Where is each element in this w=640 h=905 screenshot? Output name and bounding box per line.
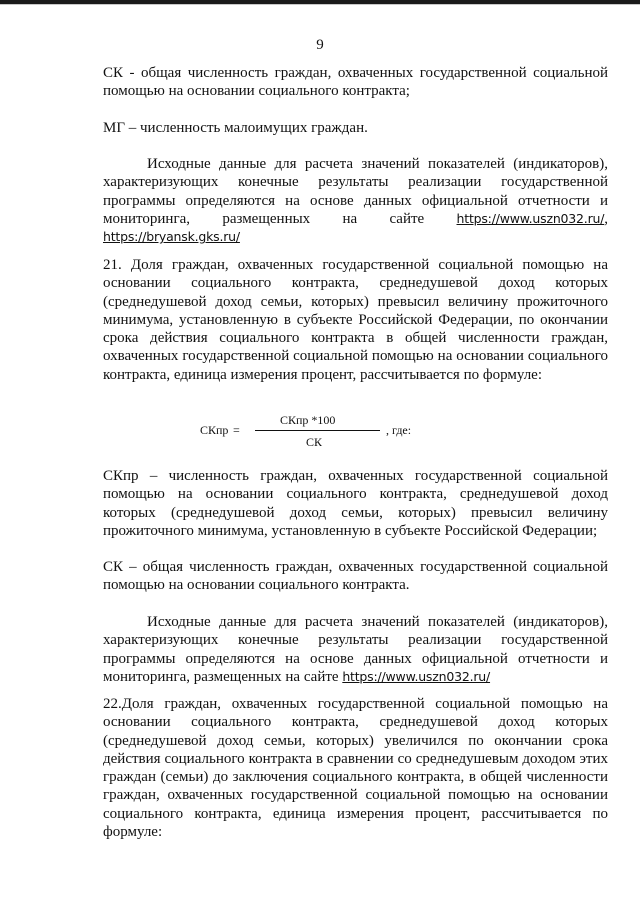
link-uszn032-2[interactable]: https://www.uszn032.ru/: [342, 668, 491, 684]
source-text-2: Исходные данные для расчета значений показателей (индикаторов), характеризующих конечные результаты реализации государственной программы определяются на основе данных официальной отчетности и мониторинга, размещенных на сайте: [103, 614, 608, 685]
item-21-text: 21. Доля граждан, охваченных государственной социальной помощью на основании социального контракта, среднедушевой доход которых (среднедушевой доход семьи, которых) превысил величину прожиточного минимума, установленную в субъекте Российской Федерации, по окончании срока действия социального контракта в общей численности граждан, охваченных государственной социальной помощью на основании социального контракта, единица измерения процент, рассчитывается по формуле:: [103, 257, 608, 383]
link-separator: ,: [604, 210, 608, 227]
source-paragraph-1: [103, 155, 608, 246]
link-uszn032[interactable]: https://www.uszn032.ru/: [456, 210, 605, 226]
definition-sk-2: СК – общая численность граждан, охваченных государственной социальной помощью на основании социального контракта.: [103, 559, 608, 594]
source-paragraph-2: [103, 613, 608, 686]
formula-tail: , где:: [386, 423, 412, 437]
scan-top-border: [0, 0, 640, 4]
item-22-text: 22.Доля граждан, охваченных государственной социальной помощью на основании социального контракта, среднедушевой доход которых (среднедушевой доход семьи, которых) увеличился по окончании срока действия социального контракта в сравнении со среднедушевым доходом этих граждан (семьи) до заключения социального контракта, в общей численности граждан, охваченных государственной социальной помощью на основании социального контракта, единица измерения процент, рассчитывается по формуле:: [103, 696, 608, 841]
definition-skpr: СКпр – численность граждан, охваченных государственной социальной помощью на основании социального контракта, среднедушевой доход которых (среднедушевой доход семьи, которых) превысил величину прожиточного минимума, установленную в субъекте Российской Федерации;: [103, 468, 608, 539]
formula-lhs: СКпр: [200, 423, 229, 437]
formula-skpr: [200, 410, 430, 452]
formula-denominator: СК: [306, 435, 323, 449]
definition-sk: СК - общая численность граждан, охваченных государственной социальной помощью на основании социального контракта;: [103, 65, 608, 100]
formula-equals: =: [233, 423, 240, 437]
link-bryansk-gks[interactable]: https://bryansk.gks.ru/: [103, 229, 240, 245]
page-number: 9: [316, 37, 324, 53]
formula-numerator: СКпр *100: [280, 413, 336, 427]
definition-mg: МГ – численность малоимущих граждан.: [103, 120, 368, 136]
fraction-bar: [255, 430, 380, 431]
source-text: Исходные данные для расчета значений показателей (индикаторов), характеризующих конечные результаты реализации государственной программы определяются на основе данных официальной отчетности и мониторинга, размещенных на сайте: [103, 156, 608, 227]
